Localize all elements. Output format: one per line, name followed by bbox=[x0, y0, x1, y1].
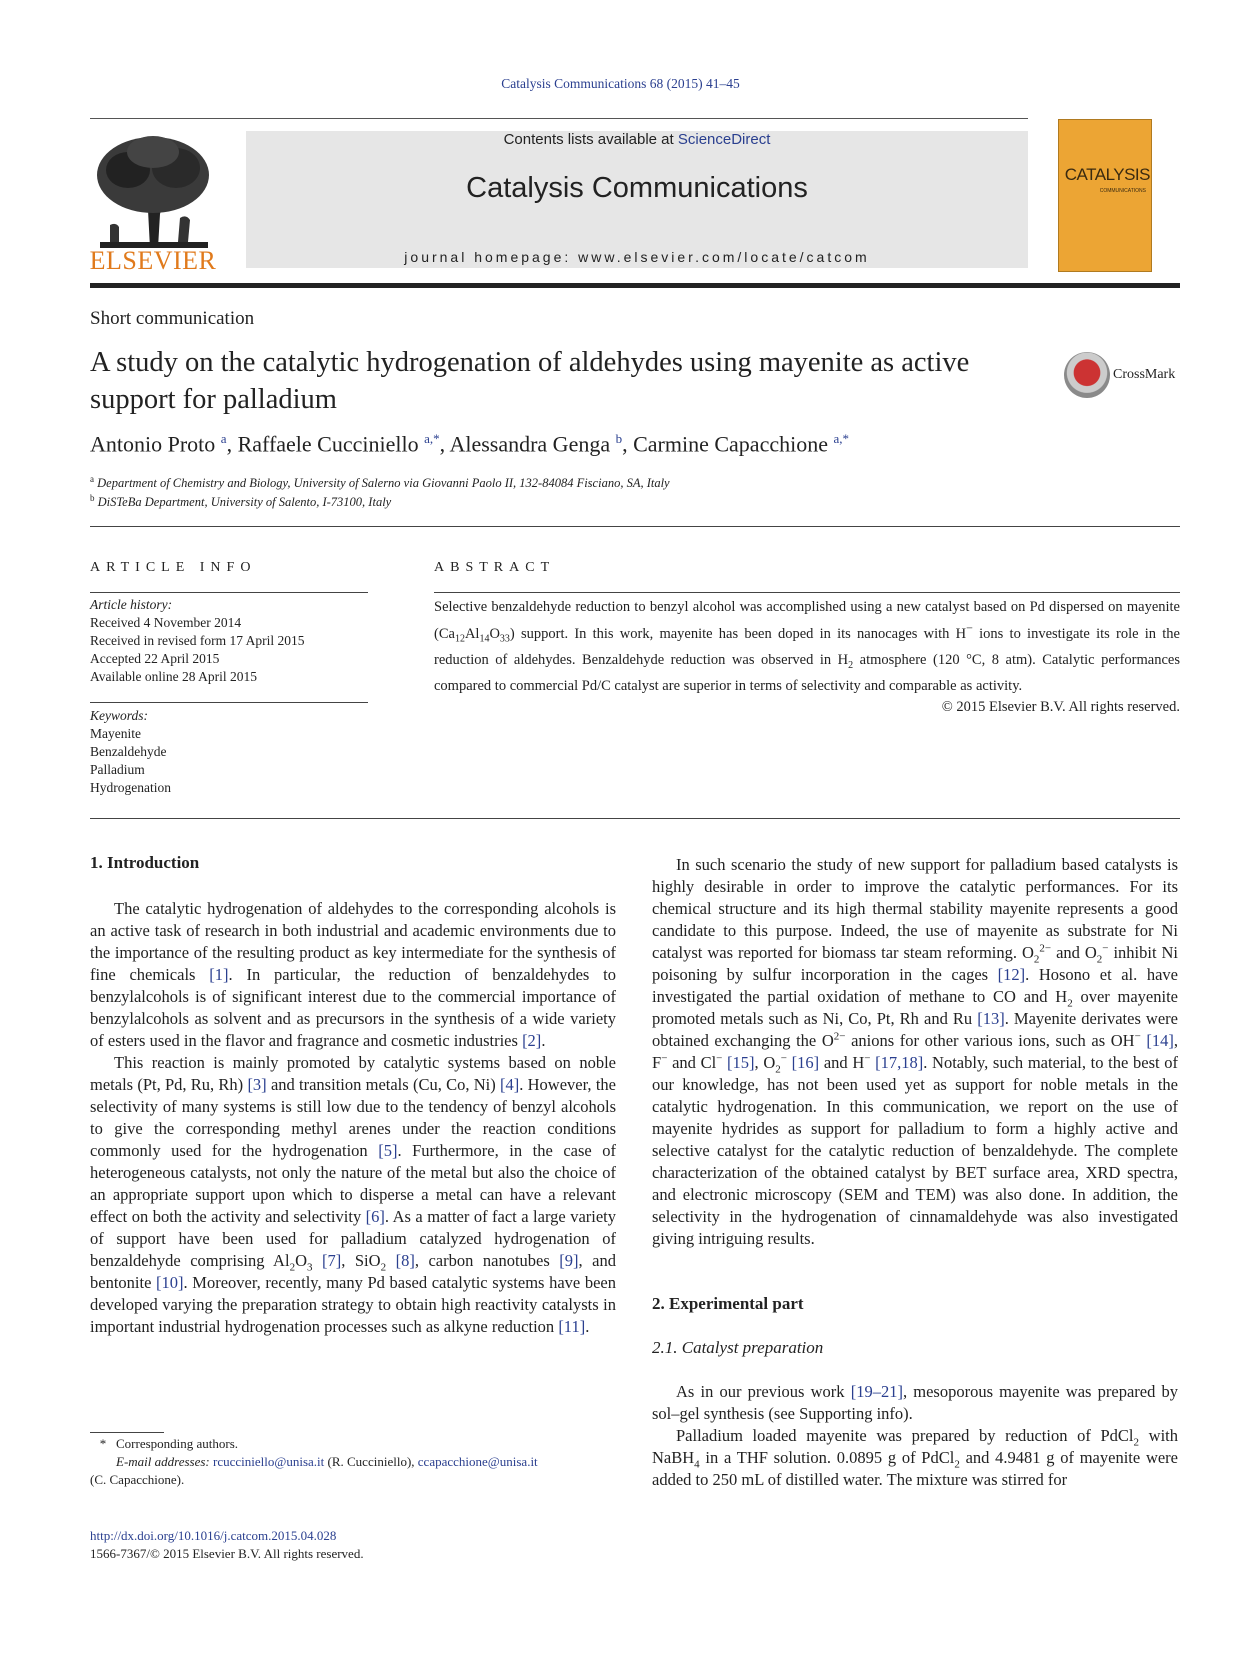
footnote-emails bbox=[90, 1454, 538, 1470]
author-affiliation-mark[interactable]: a,* bbox=[833, 431, 850, 446]
doi-link[interactable]: http://dx.doi.org/10.1016/j.catcom.2015.04.028 bbox=[90, 1528, 337, 1543]
publisher-wordmark: ELSEVIER bbox=[89, 246, 217, 275]
contents-prefix: Contents lists available at bbox=[503, 131, 678, 148]
divider bbox=[434, 592, 1180, 593]
affiliation-text: DiSTeBa Department, University of Salento, I-73100, Italy bbox=[97, 495, 392, 510]
section-heading-introduction: 1. Introduction bbox=[90, 853, 200, 872]
body-paragraph: The catalytic hydrogenation of aldehydes to the corresponding alcohols is an active task of research in both industrial and academic environments due to the importance of the resulting product as key intermediate for the synthesis of fine chemicals [1]. In particular, the reduction of benzaldehydes to benzylalcohols is of significant interest due to the commercial importance of benzylalcohols as solvent and as precursors in the synthesis of a wide variety of esters used in the flavor and fragrance and cosmetic industries [2]. bbox=[90, 899, 617, 1050]
citation-link[interactable]: [10] bbox=[156, 1273, 184, 1292]
body-column-right bbox=[652, 854, 1178, 1250]
author-list: Antonio Proto $^a$, Raffaele Cucciniello $^{a,*}$, Alessandra Genga $^b$, Carmine Capacchione $^{a,*}$ bbox=[90, 431, 850, 457]
history-item: Available online 28 April 2015 bbox=[90, 669, 257, 684]
journal-cover-image bbox=[1058, 119, 1152, 272]
email-owner: (R. Cucciniello), bbox=[327, 1454, 415, 1469]
citation-link[interactable]: [7] bbox=[322, 1251, 342, 1270]
citation-link[interactable]: [9] bbox=[559, 1251, 579, 1270]
running-header[interactable]: Catalysis Communications 68 (2015) 41–45 bbox=[501, 76, 740, 91]
header-rule bbox=[90, 118, 1028, 119]
sciencedirect-link[interactable]: ScienceDirect bbox=[677, 131, 771, 148]
keyword: Palladium bbox=[90, 762, 145, 777]
article-type: Short communication bbox=[90, 308, 255, 329]
citation-link[interactable]: [13] bbox=[977, 1009, 1005, 1028]
citation-link[interactable]: [15] bbox=[727, 1053, 755, 1072]
email-link[interactable]: rcucciniello@unisa.it bbox=[213, 1454, 325, 1469]
divider bbox=[90, 702, 368, 703]
affiliation-key: a bbox=[90, 474, 94, 484]
history-item: Accepted 22 April 2015 bbox=[90, 651, 220, 666]
author-name: Raffaele Cucciniello bbox=[237, 431, 419, 457]
author-name: Antonio Proto bbox=[90, 431, 216, 457]
citation-link[interactable]: [16] bbox=[791, 1053, 820, 1072]
body-paragraph: In such scenario the study of new support for palladium based catalysts is highly desirable in order to improve the catalytic performances. For its chemical structure and its high thermal stability mayenite represents a good candidate to this purpose. Indeed, the use of mayenite as substrate for Ni catalyst was reported for biomass tar steam reforming. $O_2^{2-}$ and $O_2^-$ inhibit Ni poisoning by sulfur incorporation in the cages [12]. Hosono et al. have investigated the partial oxidation of methane to CO and $H_2$ over mayenite promoted metals such as Ni, Co, Pt, Rh and Ru [13]. Mayenite derivates were obtained exchanging the $O^{2-}$ anions for other various ions, such as OH− [14], F− and Cl− [15], $O_2^-$ [16] and H− [17,18]. Notably, such material, to the best of our knowledge, has not been used yet as support for noble metals in the catalytic hydrogenation. In this communication, we report on the use of mayenite hydrides as support for palladium to form a highly active and selective catalyst for the catalytic reduction of benzaldehyde. The complete characterization of the obtained catalyst by BET surface area, XRD spectra, and electronic microscopy (SEM and TEM) was also done. In addition, the selectivity in the hydrogenation of cinnamaldehyde was also investigated giving intriguing results. bbox=[652, 855, 1179, 1248]
keyword: Benzaldehyde bbox=[90, 744, 167, 759]
journal-homepage[interactable]: journal homepage: www.elsevier.com/locate/catcom bbox=[404, 249, 870, 265]
history-item: Received 4 November 2014 bbox=[90, 615, 242, 630]
author-name: Carmine Capacchione bbox=[633, 431, 828, 457]
affiliation-a bbox=[90, 474, 670, 491]
subsection-heading-catalyst-preparation: 2.1. Catalyst preparation bbox=[652, 1338, 824, 1357]
affiliation-key: b bbox=[90, 493, 95, 503]
divider bbox=[90, 592, 368, 593]
abstract-text: Selective benzaldehyde reduction to benzyl alcohol was accomplished using a new catalyst based on Pd dispersed on mayenite $(Ca_{12}Al_{14}O_{33})$ support. In this work, mayenite has been doped in its nanocages with H− ions to investigate its role in the reduction of aldehydes. Benzaldehyde reduction was observed in $H_2$ atmosphere (120 °C, 8 atm). Catalytic performances compared to commercial Pd/C catalyst are superior in terms of selectivity and comparable as activity. bbox=[434, 599, 1180, 695]
citation-link[interactable]: [14] bbox=[1146, 1031, 1174, 1050]
citation-link[interactable]: [2] bbox=[522, 1031, 542, 1050]
affiliation-text: Department of Chemistry and Biology, University of Salerno via Giovanni Paolo II, 132-84084 Fisciano, SA, Italy bbox=[97, 476, 670, 491]
body-paragraph: As in our previous work [19–21], mesoporous mayenite was prepared by sol–gel synthesis (see Supporting info). bbox=[652, 1382, 1178, 1423]
keyword: Hydrogenation bbox=[90, 780, 171, 795]
body-paragraph: Palladium loaded mayenite was prepared by reduction of PdCl$_2$ with NaBH$_4$ in a THF solution. 0.0895 g of PdCl$_2$ and 4.9481 g of mayenite were added to 250 mL of distilled water. The mixture was stirred for bbox=[652, 1426, 1178, 1489]
abstract-copyright: © 2015 Elsevier B.V. All rights reserved. bbox=[941, 699, 1180, 715]
citation-link[interactable]: [6] bbox=[365, 1207, 385, 1226]
citation-link[interactable]: [1] bbox=[209, 965, 229, 984]
keywords-label: Keywords: bbox=[90, 708, 148, 723]
author-affiliation-mark[interactable]: b bbox=[615, 431, 623, 446]
keyword: Mayenite bbox=[90, 726, 141, 741]
author-affiliation-mark[interactable]: a bbox=[220, 431, 227, 446]
author-affiliation-mark[interactable]: a,* bbox=[424, 431, 440, 446]
affiliation-b bbox=[90, 493, 391, 510]
citation-link[interactable]: [3] bbox=[247, 1075, 267, 1094]
abstract-heading: ABSTRACT bbox=[434, 560, 556, 575]
journal-title: Catalysis Communications bbox=[466, 172, 808, 204]
body-column-left bbox=[90, 898, 616, 1338]
footnote-corresponding: * Corresponding authors. bbox=[90, 1436, 239, 1451]
author-name: Alessandra Genga bbox=[449, 431, 611, 457]
citation-link[interactable]: [11] bbox=[558, 1317, 586, 1336]
masthead-rule bbox=[90, 283, 1180, 288]
divider bbox=[90, 818, 1180, 819]
crossmark-icon[interactable] bbox=[1064, 352, 1110, 398]
article-title: A study on the catalytic hydrogenation of aldehydes using mayenite as active support for palladium bbox=[90, 347, 970, 415]
divider bbox=[90, 526, 1180, 527]
citation-link[interactable]: [4] bbox=[499, 1075, 520, 1094]
footnote-rule bbox=[90, 1432, 164, 1433]
section-heading-experimental: 2. Experimental part bbox=[652, 1294, 804, 1313]
issn-line: 1566-7367/© 2015 Elsevier B.V. All rights reserved. bbox=[90, 1546, 364, 1561]
history-label: Article history: bbox=[90, 597, 173, 612]
contents-line bbox=[246, 131, 1028, 148]
citation-link[interactable]: [12] bbox=[997, 965, 1026, 984]
cover-subtitle: COMMUNICATIONS bbox=[1099, 188, 1146, 194]
cover-title: CATALYSIS bbox=[1064, 165, 1150, 184]
email-link[interactable]: ccapacchione@unisa.it bbox=[417, 1454, 538, 1469]
citation-link[interactable]: [19–21] bbox=[850, 1382, 903, 1401]
email-owner: (C. Capacchione). bbox=[90, 1472, 185, 1487]
citation-link[interactable]: [17,18] bbox=[875, 1053, 924, 1072]
crossmark-label[interactable]: CrossMark bbox=[1113, 367, 1176, 382]
email-label: E-mail addresses: bbox=[116, 1454, 210, 1469]
history-item: Received in revised form 17 April 2015 bbox=[90, 633, 305, 648]
body-column-right-continued bbox=[652, 1381, 1178, 1491]
citation-link[interactable]: [5] bbox=[378, 1141, 398, 1160]
body-paragraph: This reaction is mainly promoted by catalytic systems based on noble metals (Pt, Pd, Ru, Rh) [3] and transition metals (Cu, Co, Ni) [4]. However, the selectivity of many systems is still low due to the tendency of benzyl alcohols to give the corresponding methyl arenes under the reaction conditions commonly used for the hydrogenation [5]. Furthermore, in the case of heterogeneous catalysts, not only the nature of the metal but also the choice of an appropriate support upon which to disperse a metal can have a relevant effect on both the activity and selectivity [6]. As a matter of fact a large variety of support have been used for palladium catalyzed hydrogenation of benzaldehyde comprising $Al_2O_3$ [7], SiO$_2$ [8], carbon nanotubes [9], and bentonite [10]. Moreover, recently, many Pd based catalytic systems have been developed varying the preparation strategy to obtain high reactivity catalysts in important industrial hydrogenation processes such as alkyne reduction [11]. bbox=[90, 1053, 617, 1336]
article-info-heading: ARTICLE INFO bbox=[90, 560, 257, 575]
footnote-emails-continued bbox=[90, 1472, 184, 1488]
citation-link[interactable]: [8] bbox=[395, 1251, 415, 1270]
footnote-text: Corresponding authors. bbox=[116, 1436, 239, 1451]
